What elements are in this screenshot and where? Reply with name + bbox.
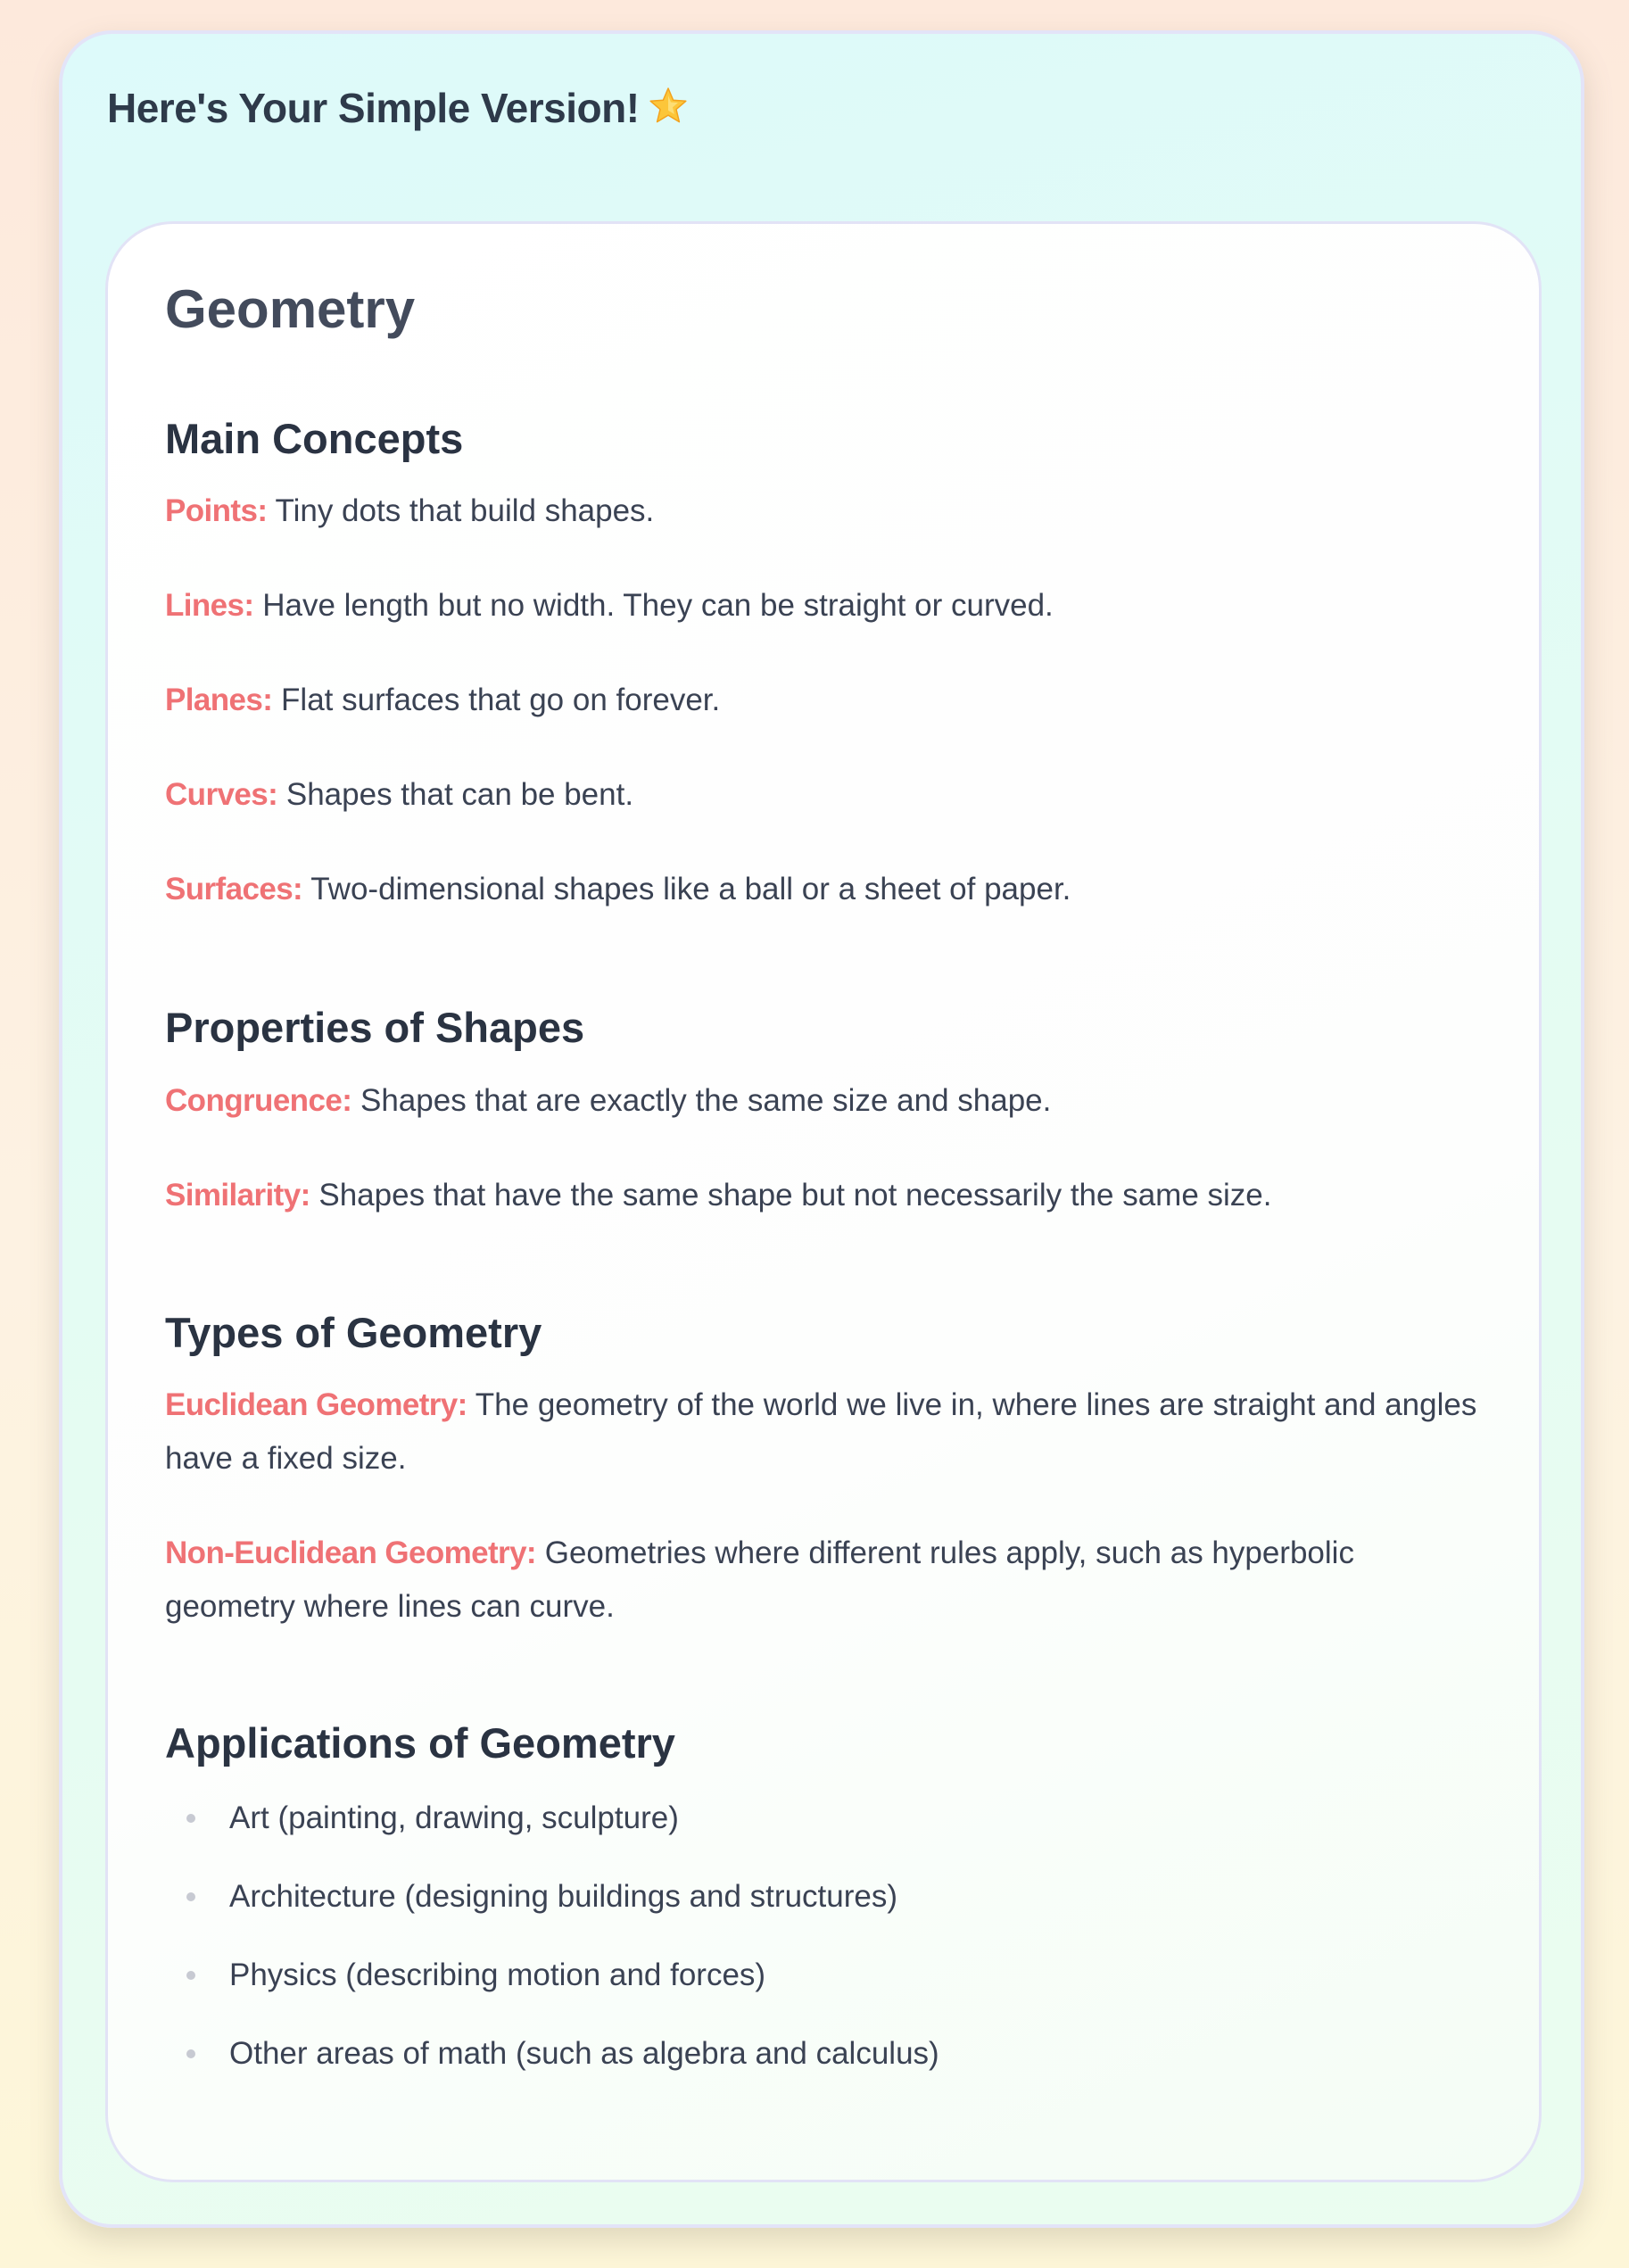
term-description: Shapes that are exactly the same size and shape. xyxy=(360,1082,1052,1118)
term-label: Lines: xyxy=(165,588,254,624)
list-item xyxy=(165,1792,1482,1845)
term-description: Flat surfaces that go on forever. xyxy=(281,683,721,718)
concept-item xyxy=(165,1378,1482,1486)
bullet-icon xyxy=(186,1971,195,1980)
term-label: Planes: xyxy=(165,683,273,718)
section-applications-of-geometry xyxy=(165,1718,1482,2080)
applications-list xyxy=(165,1792,1482,2081)
content-card xyxy=(105,221,1542,2182)
star-icon xyxy=(649,87,688,126)
concept-item xyxy=(165,1074,1482,1128)
concept-item xyxy=(165,768,1482,822)
term-description: Shapes that have the same shape but not necessarily the same size. xyxy=(318,1177,1272,1213)
section-properties-of-shapes xyxy=(165,1003,1482,1221)
section-heading: Applications of Geometry xyxy=(165,1719,675,1767)
section-types-of-geometry xyxy=(165,1308,1482,1634)
concept-item xyxy=(165,1169,1482,1222)
bullet-icon xyxy=(186,1892,195,1901)
section-main-concepts xyxy=(165,414,1482,916)
term-label: Surfaces: xyxy=(165,872,303,907)
term-label: Congruence: xyxy=(165,1082,352,1118)
term-description: Two-dimensional shapes like a ball or a sheet of paper. xyxy=(310,872,1071,907)
list-item-text: Art (painting, drawing, sculpture) xyxy=(229,1800,679,1835)
list-item-text: Physics (describing motion and forces) xyxy=(229,1957,766,1992)
term-description: Tiny dots that build shapes. xyxy=(275,493,655,529)
term-label: Similarity: xyxy=(165,1177,310,1213)
term-description: Have length but no width. They can be straight or curved. xyxy=(262,588,1054,624)
concept-item xyxy=(165,579,1482,633)
section-heading: Properties of Shapes xyxy=(165,1004,585,1052)
section-heading: Main Concepts xyxy=(165,415,464,462)
term-label: Points: xyxy=(165,493,268,529)
term-description: Geometries where different rules apply, such as hyperbolic geometry where lines can curve. xyxy=(165,1535,1354,1625)
bullet-icon xyxy=(186,2049,195,2058)
bullet-icon xyxy=(186,1814,195,1823)
concept-item xyxy=(165,484,1482,538)
term-label: Euclidean Geometry: xyxy=(165,1387,467,1423)
term-description: The geometry of the world we live in, where lines are straight and angles have a fixed size. xyxy=(165,1387,1477,1477)
card-title: Geometry xyxy=(165,279,416,339)
list-item xyxy=(165,1870,1482,1924)
term-description: Shapes that can be bent. xyxy=(285,777,634,813)
section-heading: Types of Geometry xyxy=(165,1308,542,1356)
concept-item xyxy=(165,863,1482,916)
list-item-text: Other areas of math (such as algebra and calculus) xyxy=(229,2035,939,2071)
summary-panel xyxy=(59,30,1584,2228)
panel-title-text: Here's Your Simple Version! xyxy=(107,85,640,131)
term-label: Curves: xyxy=(165,777,278,813)
concept-item xyxy=(165,674,1482,727)
term-label: Non-Euclidean Geometry: xyxy=(165,1535,536,1571)
panel-title xyxy=(107,84,688,132)
list-item xyxy=(165,2027,1482,2081)
list-item-text: Architecture (designing buildings and structures) xyxy=(229,1878,897,1914)
concept-item xyxy=(165,1527,1482,1634)
list-item xyxy=(165,1949,1482,2002)
